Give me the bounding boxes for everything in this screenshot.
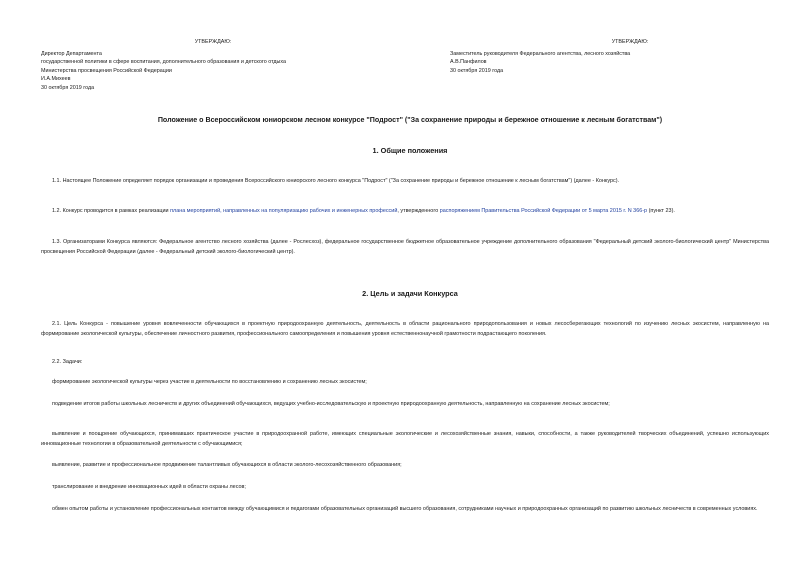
task-text: выявление, развитие и профессиональное продвижение талантливых обучающихся в области эколого-лесохозяйственного образования;	[52, 462, 402, 468]
task-text: формирование экологической культуры через участие в деятельности по восстановлению и сохранению лесных экосистем;	[52, 379, 367, 385]
task-text: подведение итогов работы школьных лесничеств и других объединений обучающихся, ведущих учебно-исследовательскую и проектную природоохранную деятельность, направленную на сохранение лесных экосистем;	[52, 401, 610, 407]
task-item	[41, 461, 769, 471]
approval-line: 30 октября 2019 года	[450, 67, 504, 74]
plan-link[interactable]: плана мероприятий, направленных на популяризацию рабочих и инженерных профессий	[170, 208, 398, 214]
approval-line: А.В.Панфилов	[450, 59, 487, 66]
approval-heading: УТВЕРЖДАЮ:	[194, 39, 232, 45]
approval-line: Директор Департамента	[41, 50, 102, 57]
task-text: выявление и поощрение обучающихся, принимавших практическое участие в природоохранной работе, имеющих специальные экологические и лесохозяйственные знания, навыки, способности, а также руководителей творческих объединений, успешно использующих инновационные технологии в образовательной деятельности с обучающимися;	[41, 431, 769, 447]
approval-block-left	[41, 38, 401, 93]
government-order-link[interactable]: распоряжением Правительства Российской Федерации от 5 марта 2015 г. N 366-р	[439, 208, 648, 214]
paragraph	[41, 238, 769, 258]
task-item	[41, 505, 769, 515]
paragraph-text: 2.2. Задачи:	[52, 359, 83, 365]
paragraph-text: 1.3. Организаторами Конкурса являются: Федеральное агентство лесного хозяйства (далее - Рослесхоз), федеральное государственное бюджетное образовательное учреждение дополнительного образования "Федеральный детский эколого-биологический центр" Министерства просвещения Российской Федерации (далее - Федеральный детский эколого-биологический центр).	[41, 239, 769, 255]
approval-block-right	[450, 38, 770, 75]
paragraph-text: 1.2. Конкурс проводится в рамках реализации	[52, 208, 171, 214]
approval-line: 30 октября 2019 года	[41, 84, 95, 91]
approval-line: Заместитель руководителя Федерального агентства, лесного хозяйства	[450, 50, 631, 57]
paragraph-text: 1.1. Настоящее Положение определяет порядок организации и проведения Всероссийского юниорского лесного конкурса "Подрост" ("За сохранение природы и бережное отношение к лесным богатствам") (далее - Конкурс).	[52, 178, 620, 184]
approval-line: И.А.Михеев	[41, 76, 71, 83]
task-item	[41, 483, 769, 493]
paragraph	[41, 207, 769, 217]
paragraph	[41, 358, 769, 368]
approval-line: государственной политики в сфере воспитания, дополнительного образования и детского отдыха	[41, 59, 287, 66]
task-item	[41, 400, 769, 410]
approval-line: Министерства просвещения Российской Федерации	[41, 67, 172, 74]
task-item	[41, 378, 769, 388]
paragraph-text: (пункт 23).	[647, 208, 675, 214]
document-title: Положение о Всероссийском юниорском лесном конкурсе "Подрост" ("За сохранение природы и бережное отношение к лесным богатствам")	[157, 116, 663, 124]
paragraph	[41, 177, 769, 187]
task-item	[41, 430, 769, 450]
paragraph	[41, 320, 769, 340]
paragraph-text: , утвержденного	[397, 208, 440, 214]
paragraph-text: 2.1. Цель Конкурса - повышение уровня вовлеченности обучающихся в проектную природоохранную деятельность, деятельность в области рационального природопользования и новых лесосберегающих технологий по изучению лесных экосистем, направленную на формирование экологической культуры, обеспечение личностного развития, профессионального самоопределения и повышения уровня естественнонаучной грамотности подрастающего поколения.	[41, 321, 769, 337]
task-text: обмен опытом работы и установление профессиональных контактов между обучающимися и педагогами образовательных организаций высшего образования, сотрудниками научных и природоохранных организаций по развитию школьных лесничеств в современных условиях.	[52, 506, 758, 512]
section-title: 2. Цель и задачи Конкурса	[362, 289, 458, 298]
task-text: транслирование и внедрение инновационных идей в области охраны лесов;	[52, 484, 246, 490]
approval-heading: УТВЕРЖДАЮ:	[611, 39, 649, 45]
section-title: 1. Общие положения	[372, 146, 448, 155]
